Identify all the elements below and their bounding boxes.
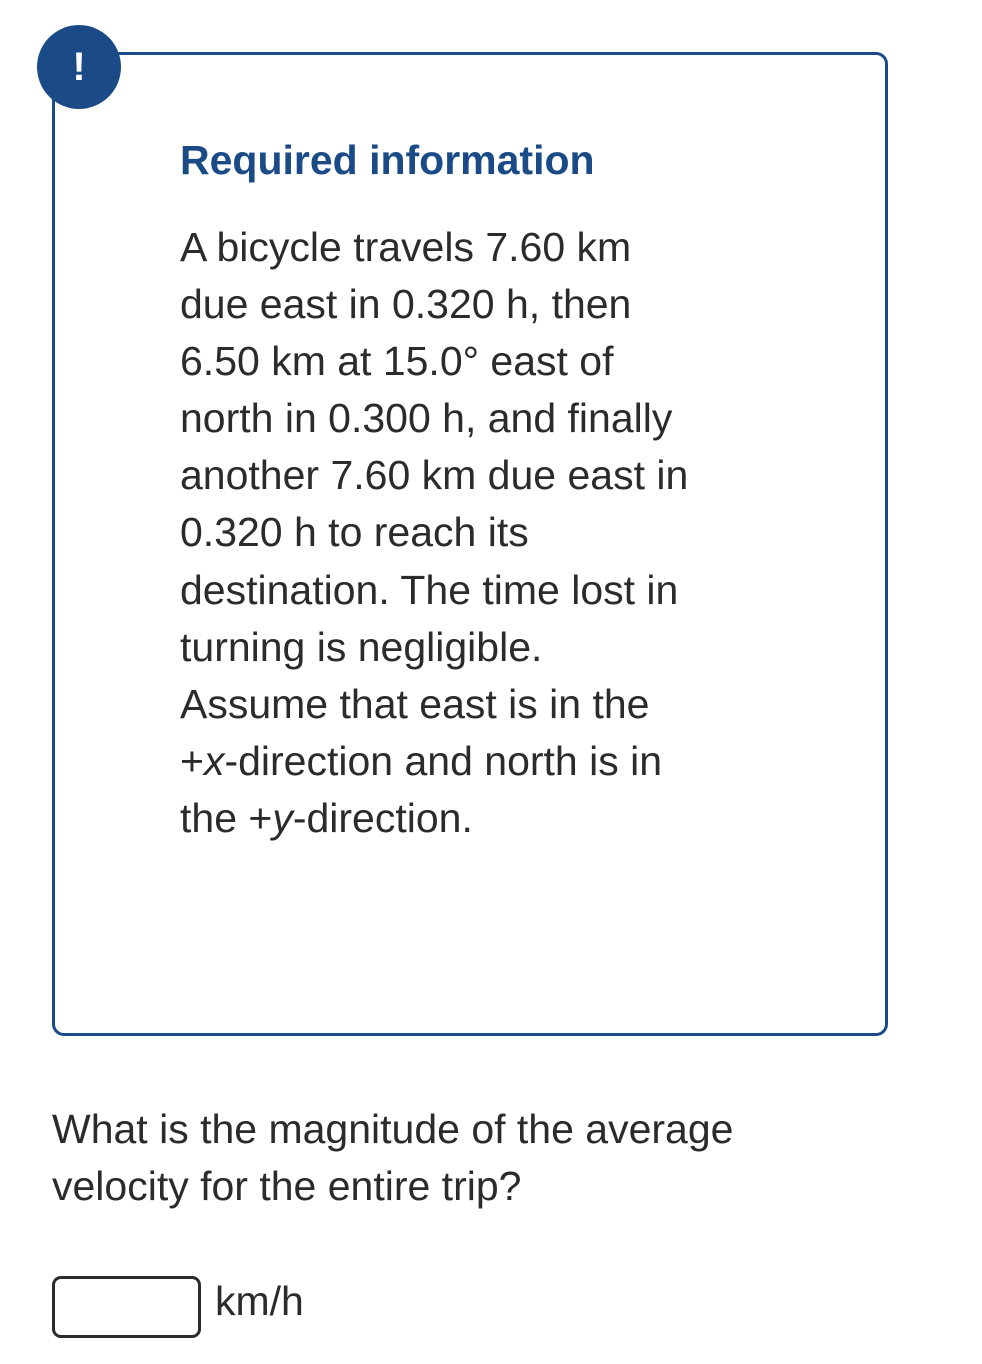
- x-direction-prefix: +: [180, 737, 204, 784]
- problem-line: destination. The time lost in: [180, 566, 679, 613]
- required-information-title: Required information: [180, 137, 595, 183]
- problem-line-y-direction: [180, 790, 780, 847]
- alert-symbol: !: [72, 44, 86, 89]
- y-direction-suffix: -direction.: [292, 794, 473, 841]
- exclamation-icon: [37, 25, 121, 109]
- question-text: [52, 1101, 912, 1215]
- problem-line: 0.320 h to reach its: [180, 509, 529, 556]
- problem-line: A bicycle travels 7.60 km: [180, 224, 632, 270]
- question-line: What is the magnitude of the average: [52, 1106, 734, 1152]
- x-variable: x: [203, 737, 225, 784]
- problem-line: north in 0.300 h, and finally: [180, 395, 673, 442]
- problem-line: turning is negligible.: [180, 623, 543, 670]
- problem-line: another 7.60 km due east in: [180, 452, 689, 499]
- problem-line: due east in 0.320 h, then: [180, 281, 632, 328]
- problem-line: 6.50 km at 15.0° east of: [180, 338, 614, 385]
- y-variable: y: [272, 794, 293, 841]
- question-line: velocity for the entire trip?: [52, 1163, 522, 1209]
- problem-line: Assume that east is in the: [180, 680, 650, 727]
- problem-line-x-direction: [180, 733, 780, 790]
- y-direction-prefix: the +: [180, 794, 273, 841]
- answer-input[interactable]: [52, 1276, 201, 1338]
- x-direction-suffix: -direction and north is in: [224, 737, 663, 784]
- unit-label: km/h: [215, 1278, 304, 1324]
- problem-statement: [180, 219, 780, 847]
